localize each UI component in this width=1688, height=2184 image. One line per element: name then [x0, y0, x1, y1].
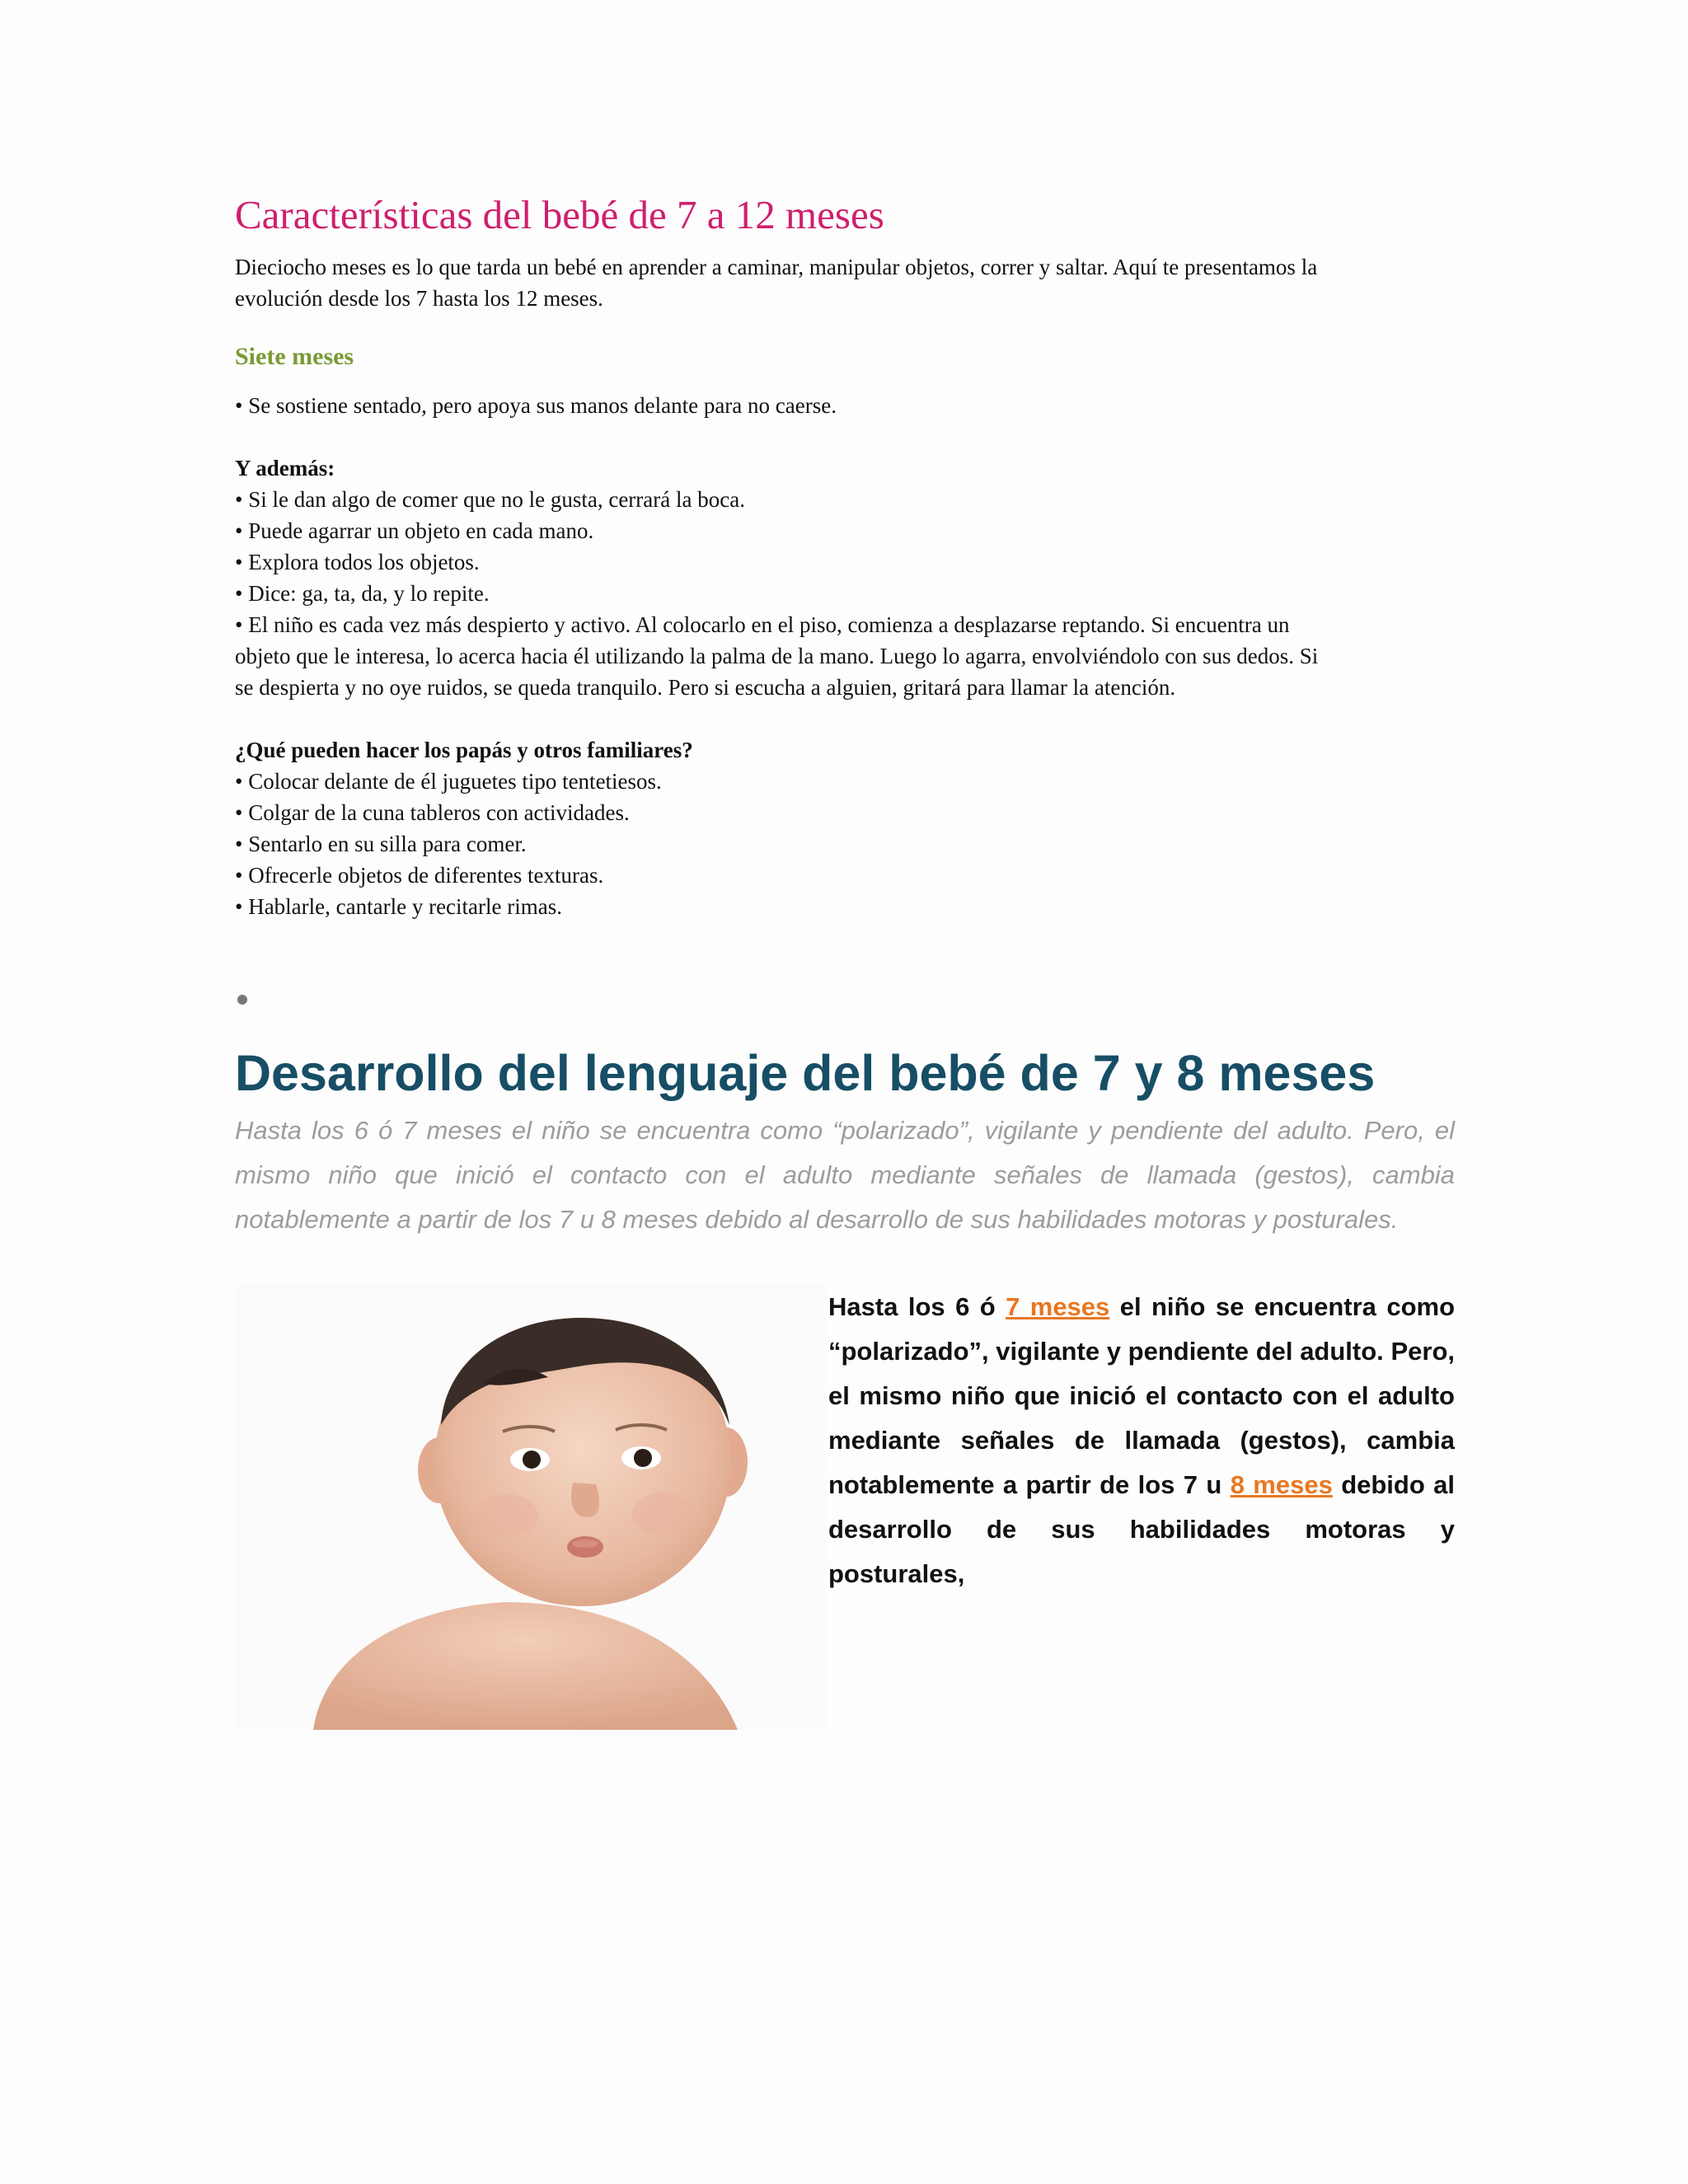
section-heading: Desarrollo del lenguaje del bebé de 7 y 8 meses — [235, 1045, 1376, 1102]
bullet-dot — [237, 995, 247, 1005]
list-item: • Dice: ga, ta, da, y lo repite. — [235, 581, 490, 607]
ademas-list — [235, 484, 1339, 703]
body-paragraph: Hasta los 6 ó 7 meses el niño se encuentra como “polarizado”, vigilante y pendiente del adulto. Pero, el mismo niño que inició el contacto con el adulto mediante señales de llamada (gestos), cambia notablemente a partir de los 7 u 8 meses debido al desarrollo de sus habilidades motoras y posturales, — [235, 1285, 1455, 1596]
ademas-label: Y además: — [235, 456, 335, 481]
list-item: • Puede agarrar un objeto en cada mano. — [235, 518, 594, 544]
list-item: • Colgar de la cuna tableros con actividades. — [235, 800, 630, 826]
list-item: • Explora todos los objetos. — [235, 550, 480, 575]
link-8-meses[interactable]: 8 meses — [1230, 1470, 1333, 1500]
baby-photo — [235, 1285, 827, 1730]
document-content — [235, 190, 1455, 1730]
intro-paragraph: Dieciocho meses es lo que tarda un bebé en aprender a caminar, manipular objetos, correr y saltar. Aquí te presentamos la evolución desde los 7 hasta los 12 meses. — [235, 255, 1318, 312]
familia-label: ¿Qué pueden hacer los papás y otros familiares? — [235, 738, 693, 763]
section-language-development — [235, 1044, 1455, 1596]
list-item: • Colocar delante de él juguetes tipo tentetiesos. — [235, 769, 662, 794]
link-7-meses[interactable]: 7 meses — [1006, 1292, 1110, 1322]
familia-list — [235, 766, 1339, 922]
list-item: • Ofrecerle objetos de diferentes texturas. — [235, 863, 604, 888]
section-title: Características del bebé de 7 a 12 meses — [235, 192, 884, 237]
list-item: • El niño es cada vez más despierto y activo. Al colocarlo en el piso, comienza a desplazarse reptando. Si encuentra un objeto que le interesa, lo acerca hacia él utilizando la palma de la mano. Luego lo agarra, envolviéndolo con sus dedos. Si se despierta y no oye ruidos, se queda tranquilo. Pero si escucha a alguien, gritará para llamar la atención. — [235, 612, 1319, 701]
list-item: • Si le dan algo de comer que no le gusta, cerrará la boca. — [235, 487, 745, 513]
first-bullet: • Se sostiene sentado, pero apoya sus manos delante para no caerse. — [235, 393, 837, 419]
subheading-siete-meses: Siete meses — [235, 343, 354, 371]
list-item: • Sentarlo en su silla para comer. — [235, 832, 527, 857]
section-characteristics — [235, 190, 1339, 922]
lead-paragraph: Hasta los 6 ó 7 meses el niño se encuentra como “polarizado”, vigilante y pendiente del adulto. Pero, el mismo niño que inició el contacto con el adulto mediante señales de llamada (gestos), cambia notablemente a partir de los 7 u 8 meses debido al desarrollo de sus habilidades motoras y posturales. — [235, 1116, 1455, 1235]
list-item: • Hablarle, cantarle y recitarle rimas. — [235, 894, 562, 920]
